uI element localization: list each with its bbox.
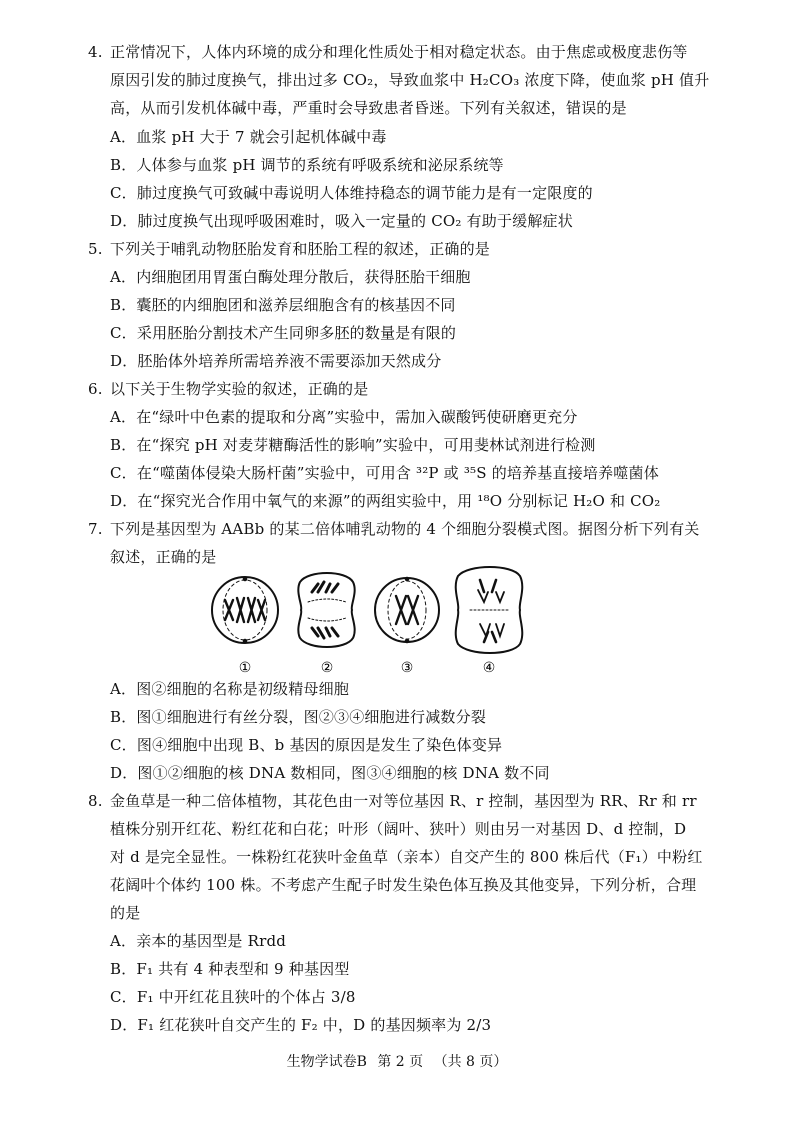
q4-stem-line-2: 原因引发的肺过度换气，排出过多 CO₂，导致血浆中 H₂CO₃ 浓度下降，使血浆 pH 值升 <box>110 71 710 89</box>
q4-number: 4. <box>88 43 103 61</box>
q7-option-c: C．图④细胞中出现 B、b 基因的原因是发生了染色体变异 <box>110 736 503 754</box>
q6-option-c: C．在“噬菌体侵染大肠杆菌”实验中，可用含 ³²P 或 ³⁵S 的培养基直接培养噬菌体 <box>110 464 659 482</box>
q8-stem-line-3: 对 d 是完全显性。一株粉红花狭叶金鱼草（亲本）自交产生的 800 株后代（F₁）中粉红 <box>110 848 703 866</box>
figure-label-4: ④ <box>482 660 496 676</box>
cell-3-diagram <box>375 578 439 643</box>
q7-stem-line-2: 叙述，正确的是 <box>110 548 217 566</box>
q5-option-c: C．采用胚胎分割技术产生同卵多胚的数量是有限的 <box>110 324 457 342</box>
q8-option-a: A．亲本的基因型是 Rrdd <box>110 932 287 950</box>
q5-option-b: B．囊胚的内细胞团和滋养层细胞含有的核基因不同 <box>110 296 456 314</box>
q8-number: 8. <box>88 792 103 810</box>
q8-option-d: D．F₁ 红花狭叶自交产生的 F₂ 中，D 的基因频率为 2/3 <box>110 1016 492 1034</box>
q4-stem-line-3: 高，从而引发机体碱中毒，严重时会导致患者昏迷。下列有关叙述，错误的是 <box>110 99 627 117</box>
q4-stem-line-1: 正常情况下，人体内环境的成分和理化性质处于相对稳定状态。由于焦虑或极度悲伤等 <box>110 43 688 61</box>
q7-stem-line-1: 下列是基因型为 AABb 的某二倍体哺乳动物的 4 个细胞分裂模式图。据图分析下列有关 <box>110 520 700 538</box>
cell-2-diagram <box>298 573 354 647</box>
q6-number: 6. <box>88 380 103 398</box>
q6-option-b: B．在“探究 pH 对麦芽糖酶活性的影响”实验中，可用斐林试剂进行检测 <box>110 436 596 454</box>
q8-stem-line-4: 花阔叶个体约 100 株。不考虑产生配子时发生染色体互换及其他变异，下列分析，合理 <box>110 876 697 894</box>
q5-option-d: D．胚胎体外培养所需培养液不需要添加天然成分 <box>110 352 442 370</box>
figure-label-1: ① <box>238 660 252 676</box>
figure-label-2: ② <box>320 660 334 676</box>
q5-stem: 下列关于哺乳动物胚胎发育和胚胎工程的叙述，正确的是 <box>110 240 491 258</box>
cell-1-diagram <box>212 577 278 643</box>
q8-stem-line-5: 的是 <box>110 904 141 922</box>
q7-option-b: B．图①细胞进行有丝分裂，图②③④细胞进行减数分裂 <box>110 708 487 726</box>
q7-option-a: A．图②细胞的名称是初级精母细胞 <box>110 680 350 698</box>
q4-option-c: C．肺过度换气可致碱中毒说明人体维持稳态的调节能力是有一定限度的 <box>110 184 593 202</box>
q4-option-b: B．人体参与血浆 pH 调节的系统有呼吸系统和泌尿系统等 <box>110 156 504 174</box>
cell-division-figure <box>200 562 530 678</box>
page-footer <box>0 1053 794 1071</box>
footer-page-number: 第 2 页 <box>377 1054 424 1070</box>
q7-number: 7. <box>88 520 103 538</box>
q8-option-b: B．F₁ 共有 4 种表型和 9 种基因型 <box>110 960 350 978</box>
q8-stem-line-2: 植株分别开红花、粉红花和白花；叶形（阔叶、狭叶）则由另一对基因 D、d 控制，D <box>110 820 687 838</box>
footer-subject: 生物学试卷B <box>286 1054 367 1070</box>
footer-total-pages: （共 8 页） <box>433 1054 508 1070</box>
q8-stem-line-1: 金鱼草是一种二倍体植物，其花色由一对等位基因 R、r 控制，基因型为 RR、Rr 和 rr <box>110 792 697 810</box>
q4-option-a: A．血浆 pH 大于 7 就会引起机体碱中毒 <box>110 128 387 146</box>
q5-number: 5. <box>88 240 103 258</box>
q6-stem: 以下关于生物学实验的叙述，正确的是 <box>110 380 369 398</box>
q4-option-d: D．肺过度换气出现呼吸困难时，吸入一定量的 CO₂ 有助于缓解症状 <box>110 212 573 230</box>
q6-option-d: D．在“探究光合作用中氧气的来源”的两组实验中，用 ¹⁸O 分别标记 H₂O 和 CO₂ <box>110 492 661 510</box>
q6-option-a: A．在“绿叶中色素的提取和分离”实验中，需加入碳酸钙使研磨更充分 <box>110 408 578 426</box>
q5-option-a: A．内细胞团用胃蛋白酶处理分散后，获得胚胎干细胞 <box>110 268 471 286</box>
q7-option-d: D．图①②细胞的核 DNA 数相同，图③④细胞的核 DNA 数不同 <box>110 764 550 782</box>
q8-option-c: C．F₁ 中开红花且狭叶的个体占 3/8 <box>110 988 356 1006</box>
figure-label-3: ③ <box>400 660 414 676</box>
cell-4-diagram <box>456 567 523 653</box>
